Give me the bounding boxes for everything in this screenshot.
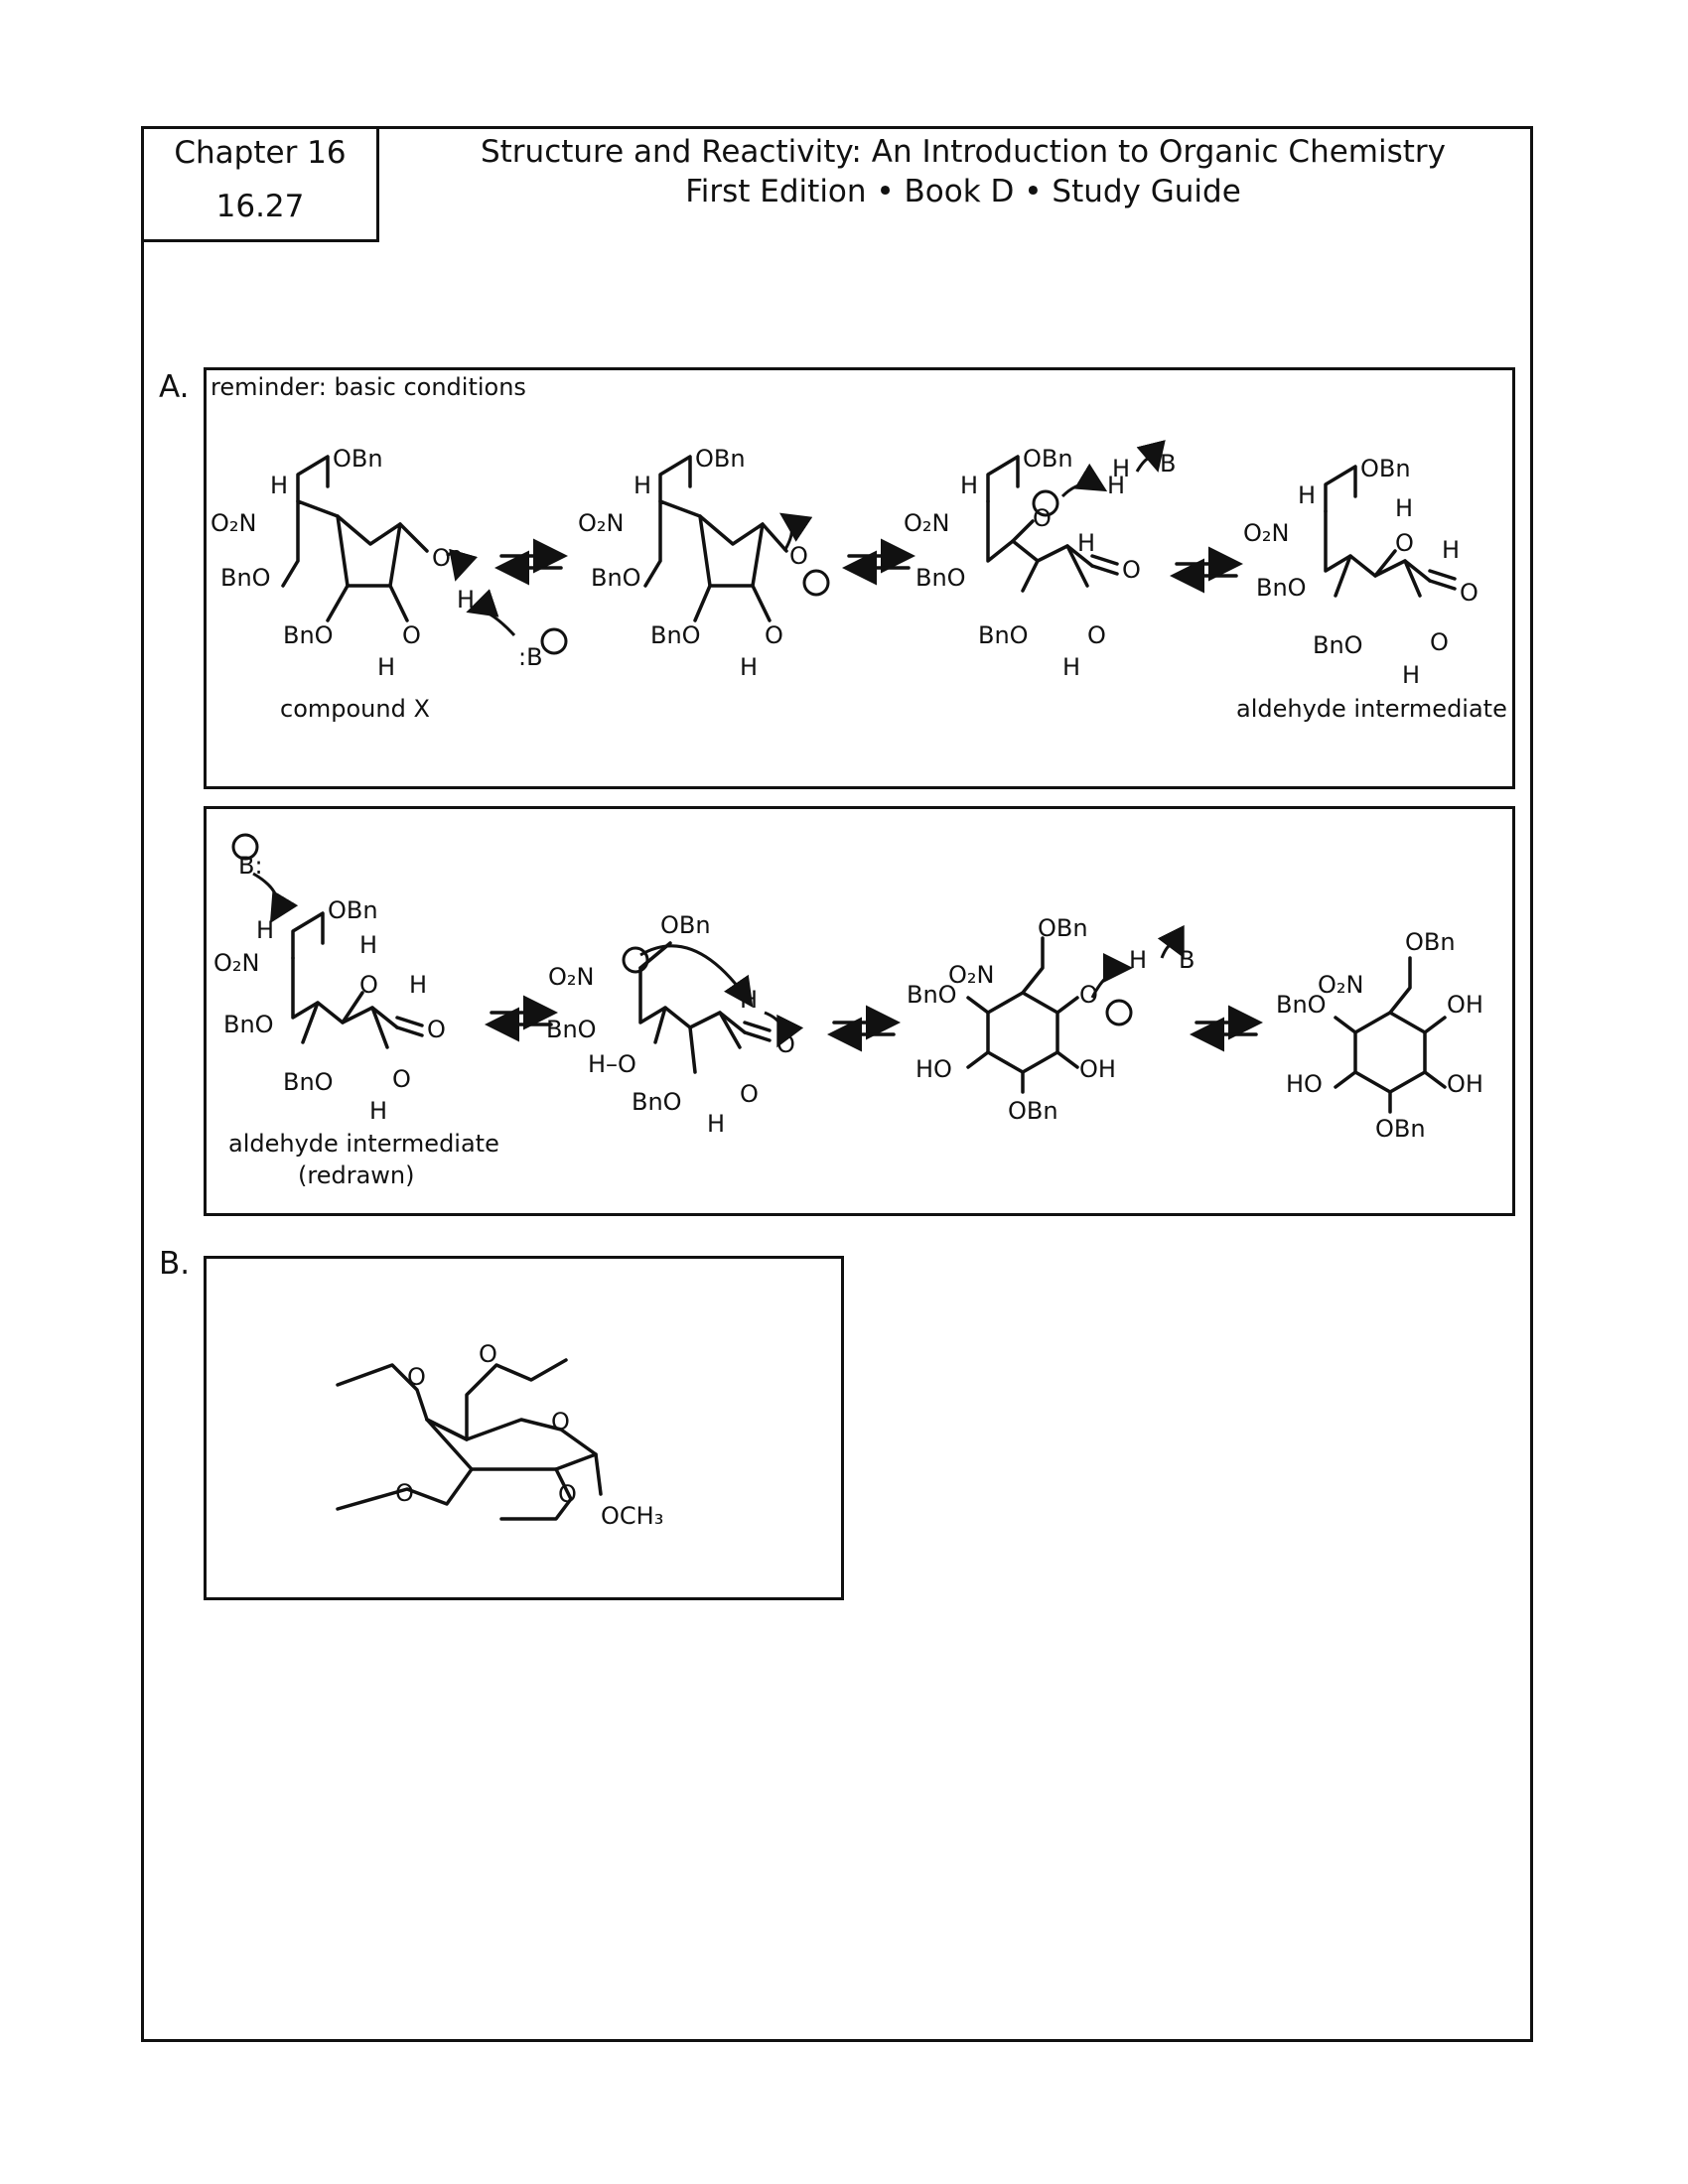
atom-label: O	[407, 1363, 426, 1391]
atom-label: OBn	[1405, 928, 1456, 956]
atom-label: H	[359, 931, 378, 959]
atom-label: H	[633, 472, 652, 499]
atom-label: O	[402, 621, 421, 649]
atom-label: O	[1033, 504, 1052, 532]
atom-label: H	[1442, 536, 1461, 564]
atom-label: OBn	[333, 445, 383, 473]
atom-label: BnO	[283, 621, 334, 649]
atom-label: H	[1298, 481, 1317, 509]
atom-label: O	[1430, 628, 1449, 656]
structure-open-chain	[988, 457, 1117, 591]
atom-label: O	[1460, 579, 1478, 607]
atom-label: H–O	[588, 1050, 636, 1078]
atom-label: OBn	[1023, 445, 1073, 473]
basic-conditions-note: reminder: basic conditions	[211, 373, 526, 401]
atom-label: BnO	[915, 564, 966, 592]
atom-label: B	[1179, 946, 1196, 974]
atom-label: BnO	[223, 1011, 274, 1038]
negative-charge-icon	[542, 629, 566, 653]
atom-label: OH	[1447, 991, 1483, 1019]
chapter-label: Chapter 16	[174, 135, 347, 171]
atom-label: O₂N	[578, 509, 625, 537]
negative-charge-icon	[804, 571, 828, 595]
section-b-label: B.	[159, 1246, 191, 1282]
atom-label: O₂N	[1318, 971, 1364, 999]
atom-label: O	[776, 1030, 795, 1058]
atom-label: BnO	[907, 981, 957, 1009]
atom-label: H	[960, 472, 979, 499]
atom-label: OH	[1447, 1070, 1483, 1098]
atom-label: O₂N	[213, 949, 260, 977]
structure-aldehyde	[1326, 467, 1455, 596]
atom-label: BnO	[1313, 631, 1363, 659]
atom-label: H	[1402, 661, 1421, 689]
atom-label: O	[740, 1080, 759, 1108]
atom-label: B	[1160, 450, 1177, 478]
atom-label: H	[1062, 653, 1081, 681]
atom-label: BnO	[1256, 574, 1307, 602]
atom-label: OBn	[695, 445, 746, 473]
atom-label: OCH₃	[601, 1502, 664, 1530]
curved-arrow-icon	[472, 610, 514, 635]
atom-label: OH	[1079, 1055, 1116, 1083]
atom-label: OBn	[1008, 1097, 1058, 1125]
atom-label: O	[1079, 981, 1098, 1009]
atom-label: O₂N	[904, 509, 950, 537]
atom-label: H	[369, 1097, 388, 1125]
atom-label: B:	[238, 852, 263, 880]
atom-label: O	[1122, 556, 1141, 584]
atom-label: O₂N	[948, 961, 995, 989]
atom-label: OBn	[660, 911, 711, 939]
section-a-label: A.	[159, 369, 190, 405]
atom-label: HO	[915, 1055, 952, 1083]
atom-label: O	[1395, 529, 1414, 557]
atom-label: O	[558, 1480, 577, 1508]
caption-redrawn: (redrawn)	[298, 1161, 415, 1189]
structure-compound-x	[283, 457, 427, 620]
atom-label: BnO	[632, 1088, 682, 1116]
atom-label: O	[359, 971, 378, 999]
atom-label: H	[1107, 472, 1126, 499]
atom-label: O	[427, 1016, 446, 1043]
negative-charge-icon	[1107, 1001, 1131, 1024]
atom-label: BnO	[283, 1068, 334, 1096]
atom-label: H	[1395, 494, 1414, 522]
curved-arrow-icon	[253, 874, 278, 918]
curved-arrow-icon	[1062, 484, 1102, 497]
atom-label: O₂N	[1243, 519, 1290, 547]
caption-aldehyde-intermediate: aldehyde intermediate	[1236, 695, 1507, 723]
atom-label: HO	[1286, 1070, 1323, 1098]
atom-label: OBn	[1360, 455, 1411, 482]
structure-aldehyde-redrawn	[293, 913, 422, 1047]
atom-label: O₂N	[548, 963, 595, 991]
atom-label: O	[432, 544, 451, 572]
atom-label: H	[740, 653, 759, 681]
atom-label: BnO	[546, 1016, 597, 1043]
atom-label: BnO	[220, 564, 271, 592]
atom-label: BnO	[591, 564, 641, 592]
atom-label: H	[1077, 529, 1096, 557]
title-line-2: First Edition • Book D • Study Guide	[685, 174, 1241, 209]
atom-label: H	[1112, 455, 1131, 482]
atom-label: H	[409, 971, 428, 999]
atom-label: O	[765, 621, 783, 649]
atom-label: O	[395, 1479, 414, 1507]
atom-label: OBn	[328, 896, 378, 924]
atom-label: H	[457, 586, 476, 614]
atom-label: O	[1087, 621, 1106, 649]
structure-alkoxide	[645, 457, 786, 620]
atom-label: BnO	[1276, 991, 1327, 1019]
atom-label: O	[479, 1340, 497, 1368]
caption-aldehyde-redrawn: aldehyde intermediate	[228, 1130, 499, 1158]
caption-compound-x: compound X	[280, 695, 430, 723]
atom-label: O₂N	[211, 509, 257, 537]
atom-label: BnO	[978, 621, 1029, 649]
problem-number: 16.27	[215, 189, 305, 224]
atom-label: O	[551, 1408, 570, 1435]
atom-label: H	[740, 986, 759, 1014]
atom-label: BnO	[650, 621, 701, 649]
atom-label: H	[707, 1110, 726, 1138]
atom-label: H	[270, 472, 289, 499]
atom-label: OBn	[1375, 1115, 1426, 1143]
atom-label: H	[377, 653, 396, 681]
curved-arrow-icon	[1137, 458, 1157, 472]
atom-label: O	[392, 1065, 411, 1093]
title-line-1: Structure and Reactivity: An Introduction to Organic Chemistry	[480, 134, 1447, 170]
atom-label: OBn	[1038, 914, 1088, 942]
atom-label: :B	[518, 643, 543, 671]
atom-label: H	[1129, 946, 1148, 974]
atom-label: O	[789, 542, 808, 570]
atom-label: H	[256, 916, 275, 944]
